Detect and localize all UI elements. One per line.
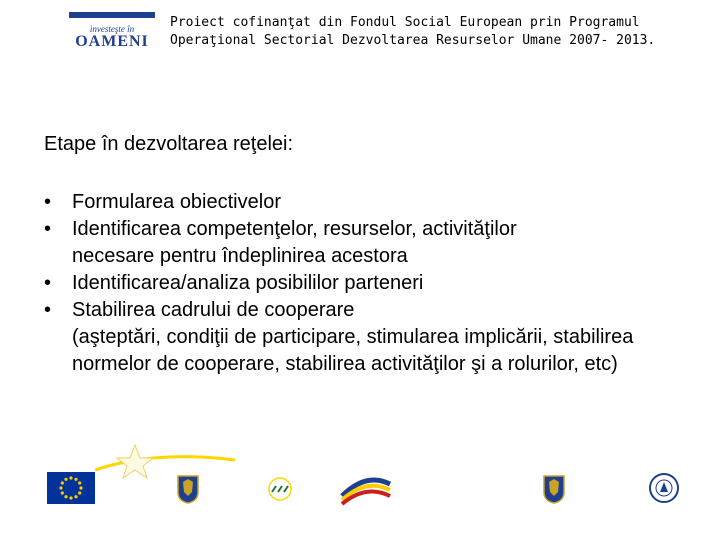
logo-flag-bar: [69, 12, 155, 18]
logo-small-text: investeşte în: [89, 24, 135, 34]
fse-logo-icon: [262, 476, 298, 502]
bullet-item: [44, 270, 694, 297]
university-seal-icon: [648, 472, 680, 504]
slide-title: Etape în dezvoltarea reţelei:: [44, 133, 294, 155]
bullet-continuation: necesare pentru îndeplinirea acestora: [72, 245, 408, 267]
header-line-1: Proiect cofinanţat din Fondul Social European prin Programul: [170, 15, 640, 30]
bullet-item: [44, 189, 694, 216]
header-line-2: Operaţional Sectorial Dezvoltarea Resurselor Umane 2007- 2013.: [170, 33, 656, 48]
bullet-text: Stabilirea cadrului de cooperare: [72, 299, 355, 321]
bullet-text: Identificarea/analiza posibililor parteneri: [72, 272, 424, 294]
bullet-text: Identificarea competenţelor, resurselor, activităţilor: [72, 218, 517, 240]
eu-flag-icon: [47, 472, 95, 504]
bullet-item: [44, 216, 694, 270]
star-swoosh-icon: [95, 440, 235, 480]
bullet-list: [44, 189, 694, 378]
coat-of-arms-icon: [542, 474, 566, 504]
logo-big-text: OAMENI: [75, 33, 149, 50]
coat-of-arms-icon: [176, 474, 200, 504]
bullet-continuation: (aşteptări, condiţii de participare, stimularea implicării, stabilirea normelor de cooperare, stabilirea activităţilor şi a rolurilor, etc): [72, 326, 634, 375]
investeste-in-oameni-logo: [64, 8, 160, 50]
bullet-text: Formularea obiectivelor: [72, 191, 281, 213]
footer-logos: [0, 440, 720, 540]
posdru-logo-icon: [340, 470, 392, 506]
bullet-item: [44, 297, 694, 378]
header-text: [170, 14, 710, 50]
